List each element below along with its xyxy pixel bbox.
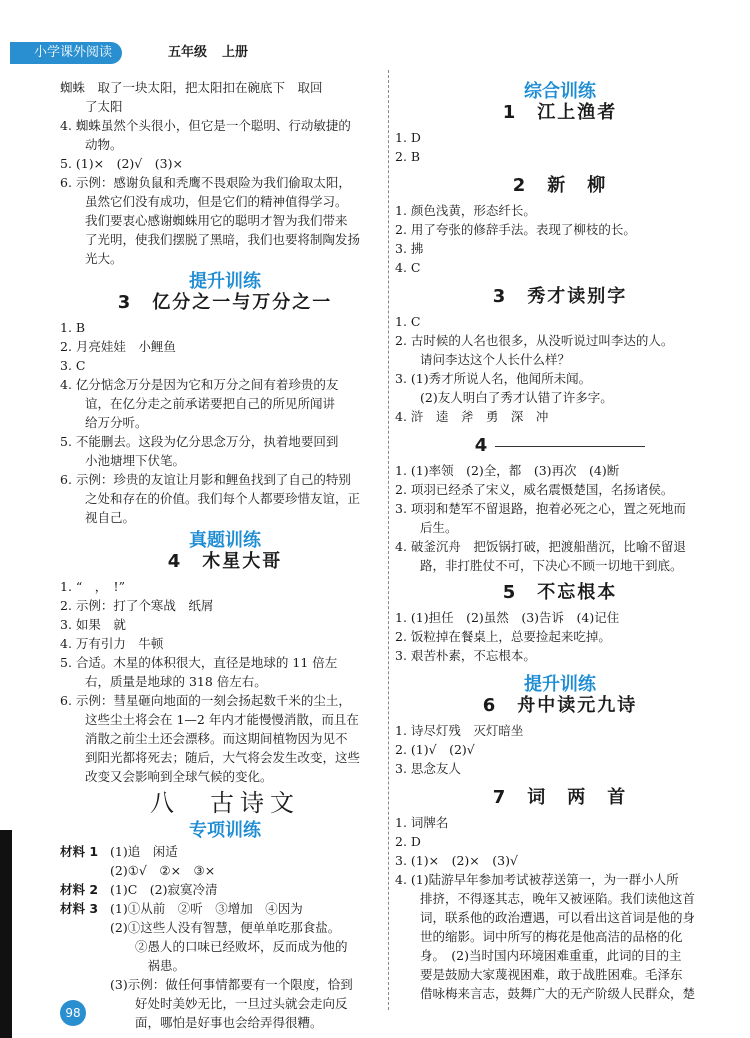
answer-line: 4. 万有引力 牛顿 <box>60 636 164 651</box>
material-label: 材料 2 <box>60 882 99 897</box>
answer-line: 要是鼓励大家蔑视困难，敢于战胜困难。毛泽东 <box>395 967 683 982</box>
answer-line: 世的缩影。词中所写的梅花是他高洁的品格的化 <box>395 929 683 944</box>
answer-line: ②愚人的口味已经败坏，反而成为他的 <box>110 939 348 954</box>
answer-line: 2. (1)√ (2)√ <box>395 742 475 757</box>
answer-line: 1. 词牌名 <box>395 815 449 830</box>
answer-line: 2. 月亮娃娃 小鲤鱼 <box>60 339 176 354</box>
blank-line <box>495 446 645 447</box>
answer-line: 光大。 <box>60 251 123 266</box>
lesson-answers <box>60 318 390 527</box>
answer-line: (3)示例：做任何事情都要有一个限度，恰到 <box>110 977 353 992</box>
answer-line: 4. 浒 逵 斧 勇 深 冲 <box>395 409 549 424</box>
answer-line: 后生。 <box>395 520 458 535</box>
lesson-title: 3 亿分之一与万分之一 <box>117 292 333 313</box>
answer-line: 1. “ ， !” <box>60 579 125 594</box>
answer-line: 2. 饭粒掉在餐桌上，总要捡起来吃掉。 <box>395 629 611 644</box>
answer-line: (1)①从前 ②听 ③增加 ④因为 <box>110 901 303 916</box>
answer-line: 3. 艰苦朴素，不忘根本。 <box>395 648 536 663</box>
answer-line: 身。 (2)当时国内环境困难重重，此词的目的主 <box>395 948 682 963</box>
answer-line: 请问李达这个人长什么样？ <box>395 352 571 367</box>
volume-label: 上册 <box>222 45 249 60</box>
lesson-title <box>395 436 725 455</box>
answer-line: 1. B <box>60 320 86 335</box>
answer-line: 祸患。 <box>110 958 186 973</box>
answer-line: 5. (1)× (2)√ (3)× <box>60 156 183 171</box>
grade-label: 五年级 <box>168 45 208 60</box>
answer-line: 词，联系他的政治遭遇，可以看出这首词是他的身 <box>395 910 696 925</box>
lesson-title: 3 秀才读别字 <box>492 286 628 307</box>
answer-line: 1. 颜色浅黄，形态纤长。 <box>395 203 536 218</box>
answer-line: 谊，在亿分走之前承诺要把自己的所见所闻讲 <box>60 396 336 411</box>
lesson-title: 6 舟中读元九诗 <box>482 695 638 716</box>
answer-line: 3. 拂 <box>395 241 424 256</box>
answer-line: 3. 如果 就 <box>60 617 126 632</box>
answer-line: 2. 用了夸张的修辞手法。表现了柳枝的长。 <box>395 222 636 237</box>
lesson-title: 1 江上渔者 <box>502 102 618 123</box>
answer-line: 3. C <box>60 358 86 373</box>
answer-line: (1)追 闲适 <box>110 844 178 859</box>
material-label: 材料 3 <box>60 901 99 916</box>
answer-line: 我们要衷心感谢蜘蛛用它的聪明才智为我们带来 <box>60 213 348 228</box>
answer-line: 4. 亿分惦念万分是因为它和万分之间有着珍贵的友 <box>60 377 339 392</box>
answer-line: 4. (1)陆游早年参加考试被荐送第一，为一群小人所 <box>395 872 679 887</box>
section-heading: 真题训练 <box>189 530 261 551</box>
lesson-title: 7 词 两 首 <box>492 787 628 808</box>
material-1 <box>60 842 390 880</box>
answer-line: 6. 示例：彗星砸向地面的一刻会扬起数千米的尘土， <box>60 693 351 708</box>
answer-line: 到阳光都将死去；随后，大气将会发生改变，这些 <box>60 750 361 765</box>
page-header <box>0 42 750 64</box>
answer-line: 6. 示例：感谢负鼠和秃鹰不畏艰险为我们偷取太阳， <box>60 175 351 190</box>
answer-line: 了光明，使我们摆脱了黑暗，我们也要将制陶发扬 <box>60 232 361 247</box>
lesson-number: 4 <box>474 435 490 456</box>
material-2 <box>60 880 390 899</box>
answer-line: 5. 不能删去。这段为亿分思念万分，执着地要回到 <box>60 434 339 449</box>
answer-line: 4. 破釜沉舟 把饭锅打破，把渡船凿沉，比喻不留退 <box>395 539 686 554</box>
intro-answers <box>60 78 390 268</box>
answer-line: (1)C (2)寂寞冷清 <box>110 882 218 897</box>
answer-line: 1. (1)率领 (2)全，都 (3)再次 (4)断 <box>395 463 620 478</box>
answer-line: 3. 思念友人 <box>395 761 461 776</box>
lesson-title: 5 不忘根本 <box>502 582 618 603</box>
answer-line: 虽然它们没有成功，但是它们的精神值得学习。 <box>60 194 348 209</box>
answer-line: 1. C <box>395 314 421 329</box>
lesson-answers <box>60 577 390 786</box>
answer-line: 1. D <box>395 130 421 145</box>
answer-line: 6. 示例：珍贵的友谊让月影和鲤鱼找到了自己的特别 <box>60 472 351 487</box>
answer-line: 1. 诗尽灯残 灭灯暗坐 <box>395 723 524 738</box>
left-column <box>60 78 390 1032</box>
answer-line: 好处时美妙无比，一旦过头就会走向反 <box>110 996 348 1011</box>
material-label: 材料 1 <box>60 844 99 859</box>
answer-line: 给万分听。 <box>60 415 148 430</box>
answer-line: 了太阳 <box>60 99 123 114</box>
right-column <box>395 78 725 1003</box>
answer-line: 面，哪怕是好事也会给弄得很糟。 <box>110 1015 323 1030</box>
answer-line: 排挤，不得逐其志，晚年又被诬陷。我们读他这首 <box>395 891 696 906</box>
answer-line: 右，质量是地球的 318 倍左右。 <box>60 674 267 689</box>
answer-line: 5. 合适。木星的体积很大，直径是地球的 11 倍左 <box>60 655 338 670</box>
answer-line: 借咏梅来言志，鼓舞广大的无产阶级人民群众，楚 <box>395 986 696 1001</box>
answer-line: 2. 示例：打了个寒战 纸屑 <box>60 598 214 613</box>
answer-line: 3. (1)× (2)× (3)√ <box>395 853 518 868</box>
lesson-title: 4 木星大哥 <box>167 551 283 572</box>
answer-line: 3. (1)秀才所说人名，他闻所未闻。 <box>395 371 592 386</box>
answer-line: 2. B <box>395 149 421 164</box>
section-heading: 专项训练 <box>189 820 261 841</box>
answer-line: 4. C <box>395 260 421 275</box>
unit-title: 八 古诗文 <box>150 789 300 817</box>
section-heading: 综合训练 <box>524 81 596 102</box>
answer-line: 4. 蜘蛛虽然个头很小，但它是一个聪明、行动敏捷的 <box>60 118 351 133</box>
answer-line: 路，非打胜仗不可，下决心不顾一切地干到底。 <box>395 558 683 573</box>
answer-line: 动物。 <box>60 137 123 152</box>
answer-line: 这些尘土将会在 1—2 年内才能慢慢消散，而且在 <box>60 712 359 727</box>
section-heading: 提升训练 <box>524 674 596 695</box>
material-3 <box>60 899 390 1032</box>
answer-line: 2. D <box>395 834 421 849</box>
scan-edge-shadow <box>0 830 12 1038</box>
answer-line: 视自己。 <box>60 510 136 525</box>
answer-line: 蜘蛛 取了一块太阳，把太阳扣在碗底下 取回 <box>60 80 323 95</box>
answer-line: 消散之前尘土还会漂移。而这期间植物因为见不 <box>60 731 348 746</box>
answer-line: (2)友人明白了秀才认错了许多字。 <box>395 390 613 405</box>
lesson-title: 2 新 柳 <box>512 175 608 196</box>
answer-line: (2)①√ ②× ③× <box>110 863 216 878</box>
page-number: 98 <box>60 1000 86 1026</box>
answer-line: (2)①这些人没有智慧，便单单吃那食盐。 <box>110 920 341 935</box>
answer-line: 2. 古时候的人名也很多，从没听说过叫李达的人。 <box>395 333 674 348</box>
series-title: 小学课外阅读 <box>10 42 122 64</box>
answer-line: 改变又会影响到全球气候的变化。 <box>60 769 273 784</box>
answer-line: 之处和存在的价值。我们每个人都要珍惜友谊，正 <box>60 491 361 506</box>
answer-line: 1. (1)担任 (2)虽然 (3)告诉 (4)记住 <box>395 610 620 625</box>
answer-line: 小池塘埋下伏笔。 <box>60 453 186 468</box>
section-heading: 提升训练 <box>189 271 261 292</box>
answer-line: 3. 项羽和楚军不留退路，抱着必死之心，置之死地而 <box>395 501 686 516</box>
answer-line: 2. 项羽已经杀了宋义，威名震慑楚国，名扬诸侯。 <box>395 482 674 497</box>
